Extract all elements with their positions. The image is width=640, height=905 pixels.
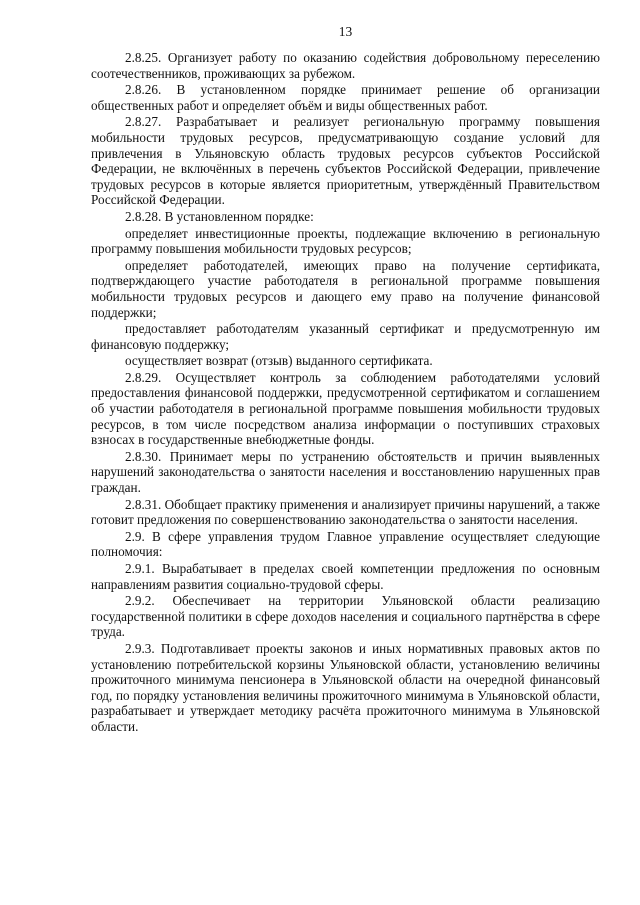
document-body	[91, 50, 600, 735]
paragraph-2-8-30: 2.8.30. Принимает меры по устранению обстоятельств и причин выявленных нарушений законодательства о занятости населения и восстановлению нарушенных прав граждан.	[91, 448, 600, 496]
list-item-certificate-return: осуществляет возврат (отзыв) выданного сертификата.	[125, 353, 433, 369]
list-item-employers: определяет работодателей, имеющих право на получение сертификата, подтверждающего участие работодателя в региональной программе повышения мобильности трудовых ресурсов и дающего ему право на получение финансовой поддержки;	[91, 257, 600, 320]
paragraph-2-9-1: 2.9.1. Вырабатывает в пределах своей компетенции предложения по основным направлениям развития социально-трудовой сферы.	[91, 561, 600, 592]
paragraph-2-8-31: 2.8.31. Обобщает практику применения и анализирует причины нарушений, а также готовит предложения по совершенствованию законодательства о занятости населения.	[91, 496, 600, 528]
paragraph-2-8-25: 2.8.25. Организует работу по оказанию содействия добровольному переселению соотечественников, проживающих за рубежом.	[91, 50, 600, 81]
list-item-certificate: предоставляет работодателям указанный сертификат и предусмотренную им финансовую поддержку;	[91, 321, 600, 352]
paragraph-2-8-28: 2.8.28. В установленном порядке:	[125, 208, 314, 224]
paragraph-2-8-29: 2.8.29. Осуществляет контроль за соблюдением работодателями условий предоставления финансовой поддержки, предусмотренной сертификатом и соглашением об участии работодателя в региональной программе повышения мобильности трудовых ресурсов, в том числе посредством анализа информации о поступивших страховых взносах в государственные внебюджетные фонды.	[91, 369, 600, 448]
list-item-investment-projects: определяет инвестиционные проекты, подлежащие включению в региональную программу повышения мобильности трудовых ресурсов;	[91, 225, 600, 257]
paragraph-2-9: 2.9. В сфере управления трудом Главное управление осуществляет следующие полномочия:	[91, 528, 600, 560]
paragraph-2-9-2: 2.9.2. Обеспечивает на территории Ульяновской области реализацию государственной политики в сфере доходов населения и социального партнёрства в сфере труда.	[91, 593, 600, 640]
page-number: 13	[338, 24, 353, 39]
paragraph-2-8-26: 2.8.26. В установленном порядке принимает решение об организации общественных работ и определяет объём и виды общественных работ.	[91, 82, 600, 113]
paragraph-2-8-27: 2.8.27. Разрабатывает и реализует региональную программу повышения мобильности трудовых ресурсов, предусматривающую создание условий для привлечения в Ульяновскую область трудовых ресурсов субъектов Российской Федерации, не включённых в перечень субъектов Российской Федерации, привлечение трудовых ресурсов в которые является приоритетным, утверждённый Правительством Российской Федерации.	[91, 114, 600, 208]
paragraph-2-9-3: 2.9.3. Подготавливает проекты законов и иных нормативных правовых актов по установлению потребительской корзины Ульяновской области, установлению величины прожиточного минимума пенсионера в Ульяновской области на очередной финансовый год, по порядку установления величины прожиточного минимума в Ульяновской области, разрабатывает и утверждает методику расчёта прожиточного минимума в Ульяновской области.	[91, 640, 600, 734]
